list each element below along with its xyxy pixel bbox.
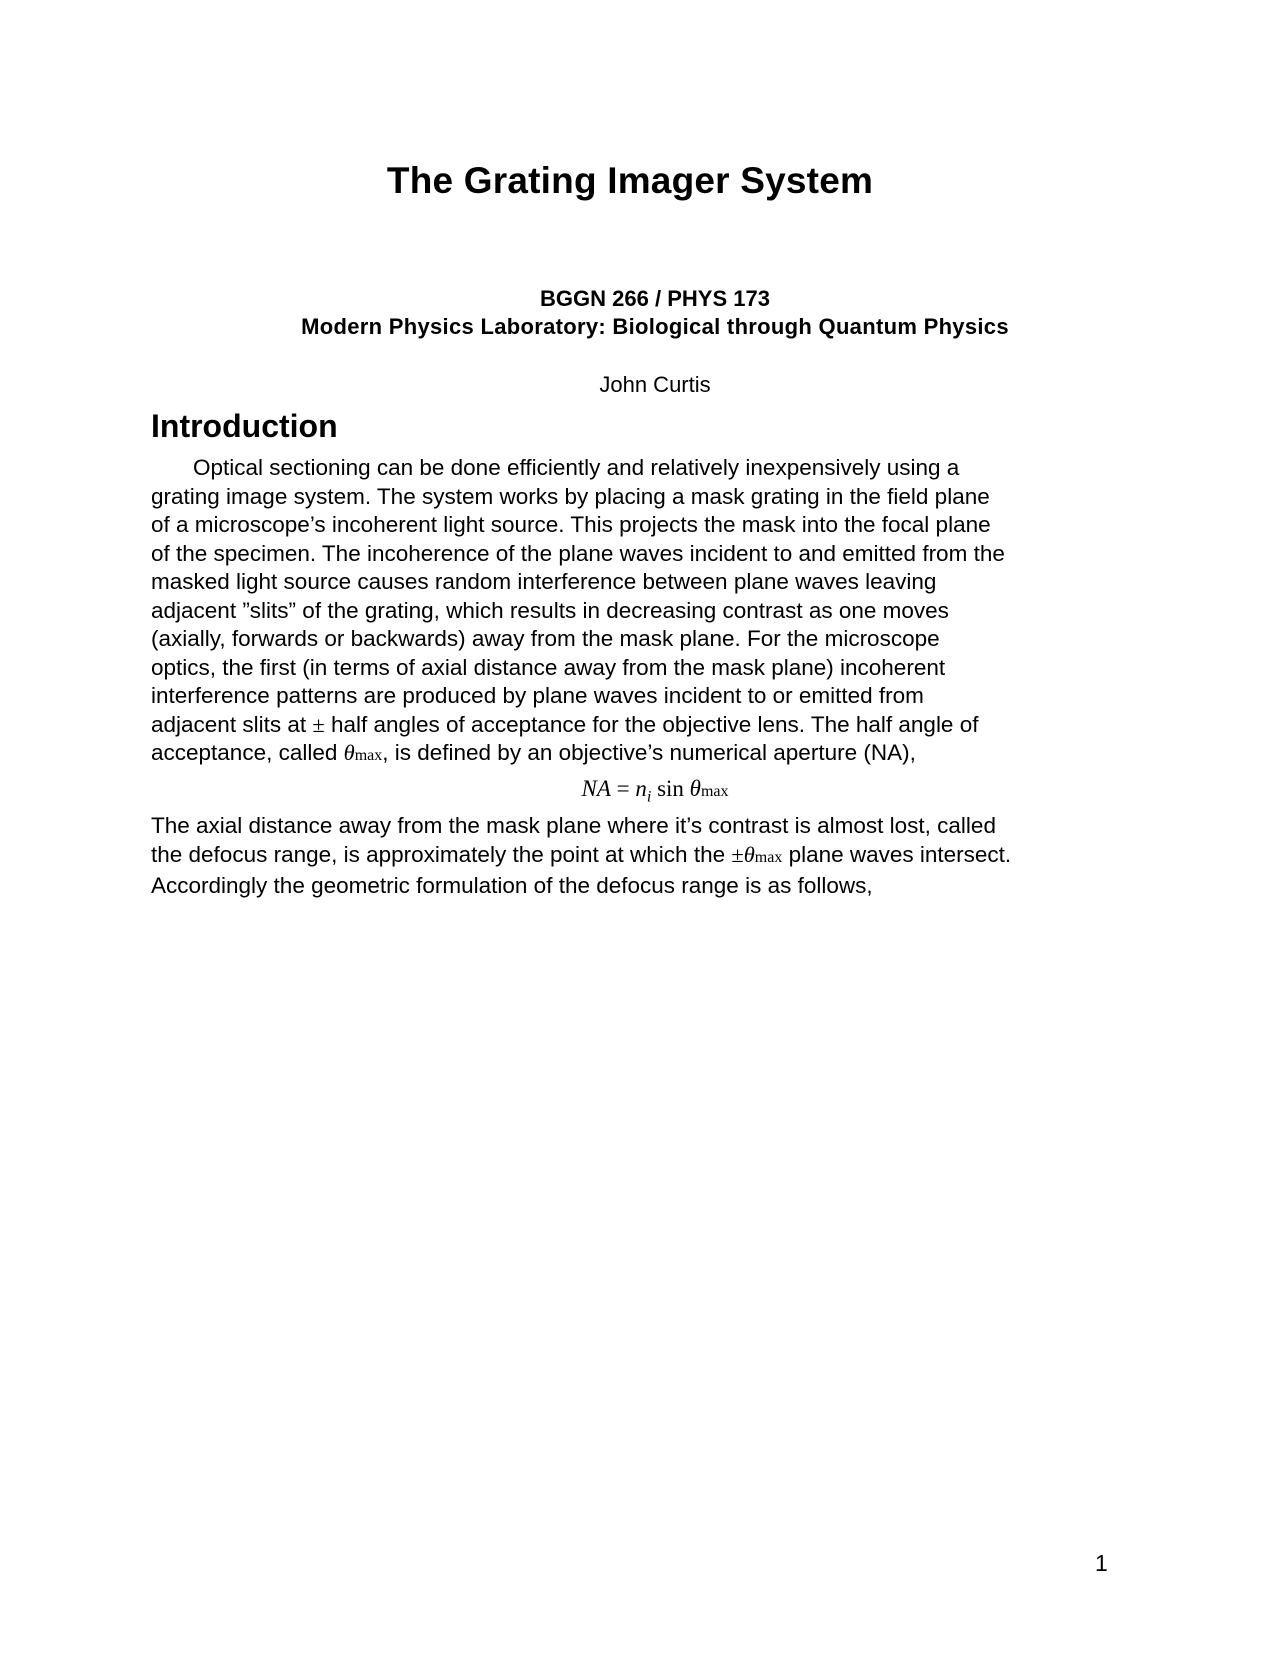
numerical-aperture-equation: NA = $n_i$ sin θmax bbox=[581, 776, 729, 806]
plus-minus-symbol: ± bbox=[312, 711, 325, 737]
course-name: Modern Physics Laboratory: Biological through Quantum Physics bbox=[301, 314, 1009, 339]
paragraph-line: interference patterns are produced by plane waves incident to or emitted from bbox=[151, 683, 924, 708]
paragraph-line: acceptance, called θmax, is defined by an objective’s numerical aperture (NA), bbox=[151, 740, 916, 765]
theta-max-symbol: θmax bbox=[343, 740, 383, 765]
paragraph-line: of the specimen. The incoherence of the plane waves incident to and emitted from the bbox=[151, 540, 1005, 566]
paragraph-line: masked light source causes random interference between plane waves leaving bbox=[151, 569, 937, 594]
plus-minus-theta-max-symbol: ±θmax bbox=[731, 841, 783, 867]
paragraph-line: the defocus range, is approximately the point at which the ±θmax plane waves intersect. bbox=[151, 841, 1012, 867]
introduction-paragraph-2 bbox=[151, 812, 1151, 901]
paragraph-line: Optical sectioning can be done efficiently and relatively inexpensively using a bbox=[193, 455, 960, 480]
page-number: 1 bbox=[1095, 1550, 1108, 1576]
introduction-paragraph-1 bbox=[151, 454, 1151, 771]
document-title: The Grating Imager System bbox=[386, 160, 874, 201]
paragraph-line: The axial distance away from the mask plane where it’s contrast is almost lost, called bbox=[151, 813, 996, 838]
paragraph-line: adjacent ”slits” of the grating, which results in decreasing contrast as one moves bbox=[151, 597, 949, 623]
paragraph-line: of a microscope’s incoherent light source. This projects the mask into the focal plane bbox=[151, 512, 991, 537]
paragraph-line: (axially, forwards or backwards) away from the mask plane. For the microscope bbox=[151, 626, 940, 651]
paragraph-line: adjacent slits at ± half angles of acceptance for the objective lens. The half angle of bbox=[151, 711, 979, 737]
author-name: John Curtis bbox=[599, 372, 711, 397]
paragraph-line: Accordingly the geometric formulation of the defocus range is as follows, bbox=[151, 873, 873, 898]
paragraph-line: optics, the first (in terms of axial distance away from the mask plane) incoherent bbox=[151, 654, 946, 680]
course-code: BGGN 266 / PHYS 173 bbox=[540, 286, 770, 311]
section-heading: Introduction bbox=[151, 408, 338, 444]
paragraph-line: grating image system. The system works by placing a mask grating in the field plane bbox=[151, 483, 990, 509]
